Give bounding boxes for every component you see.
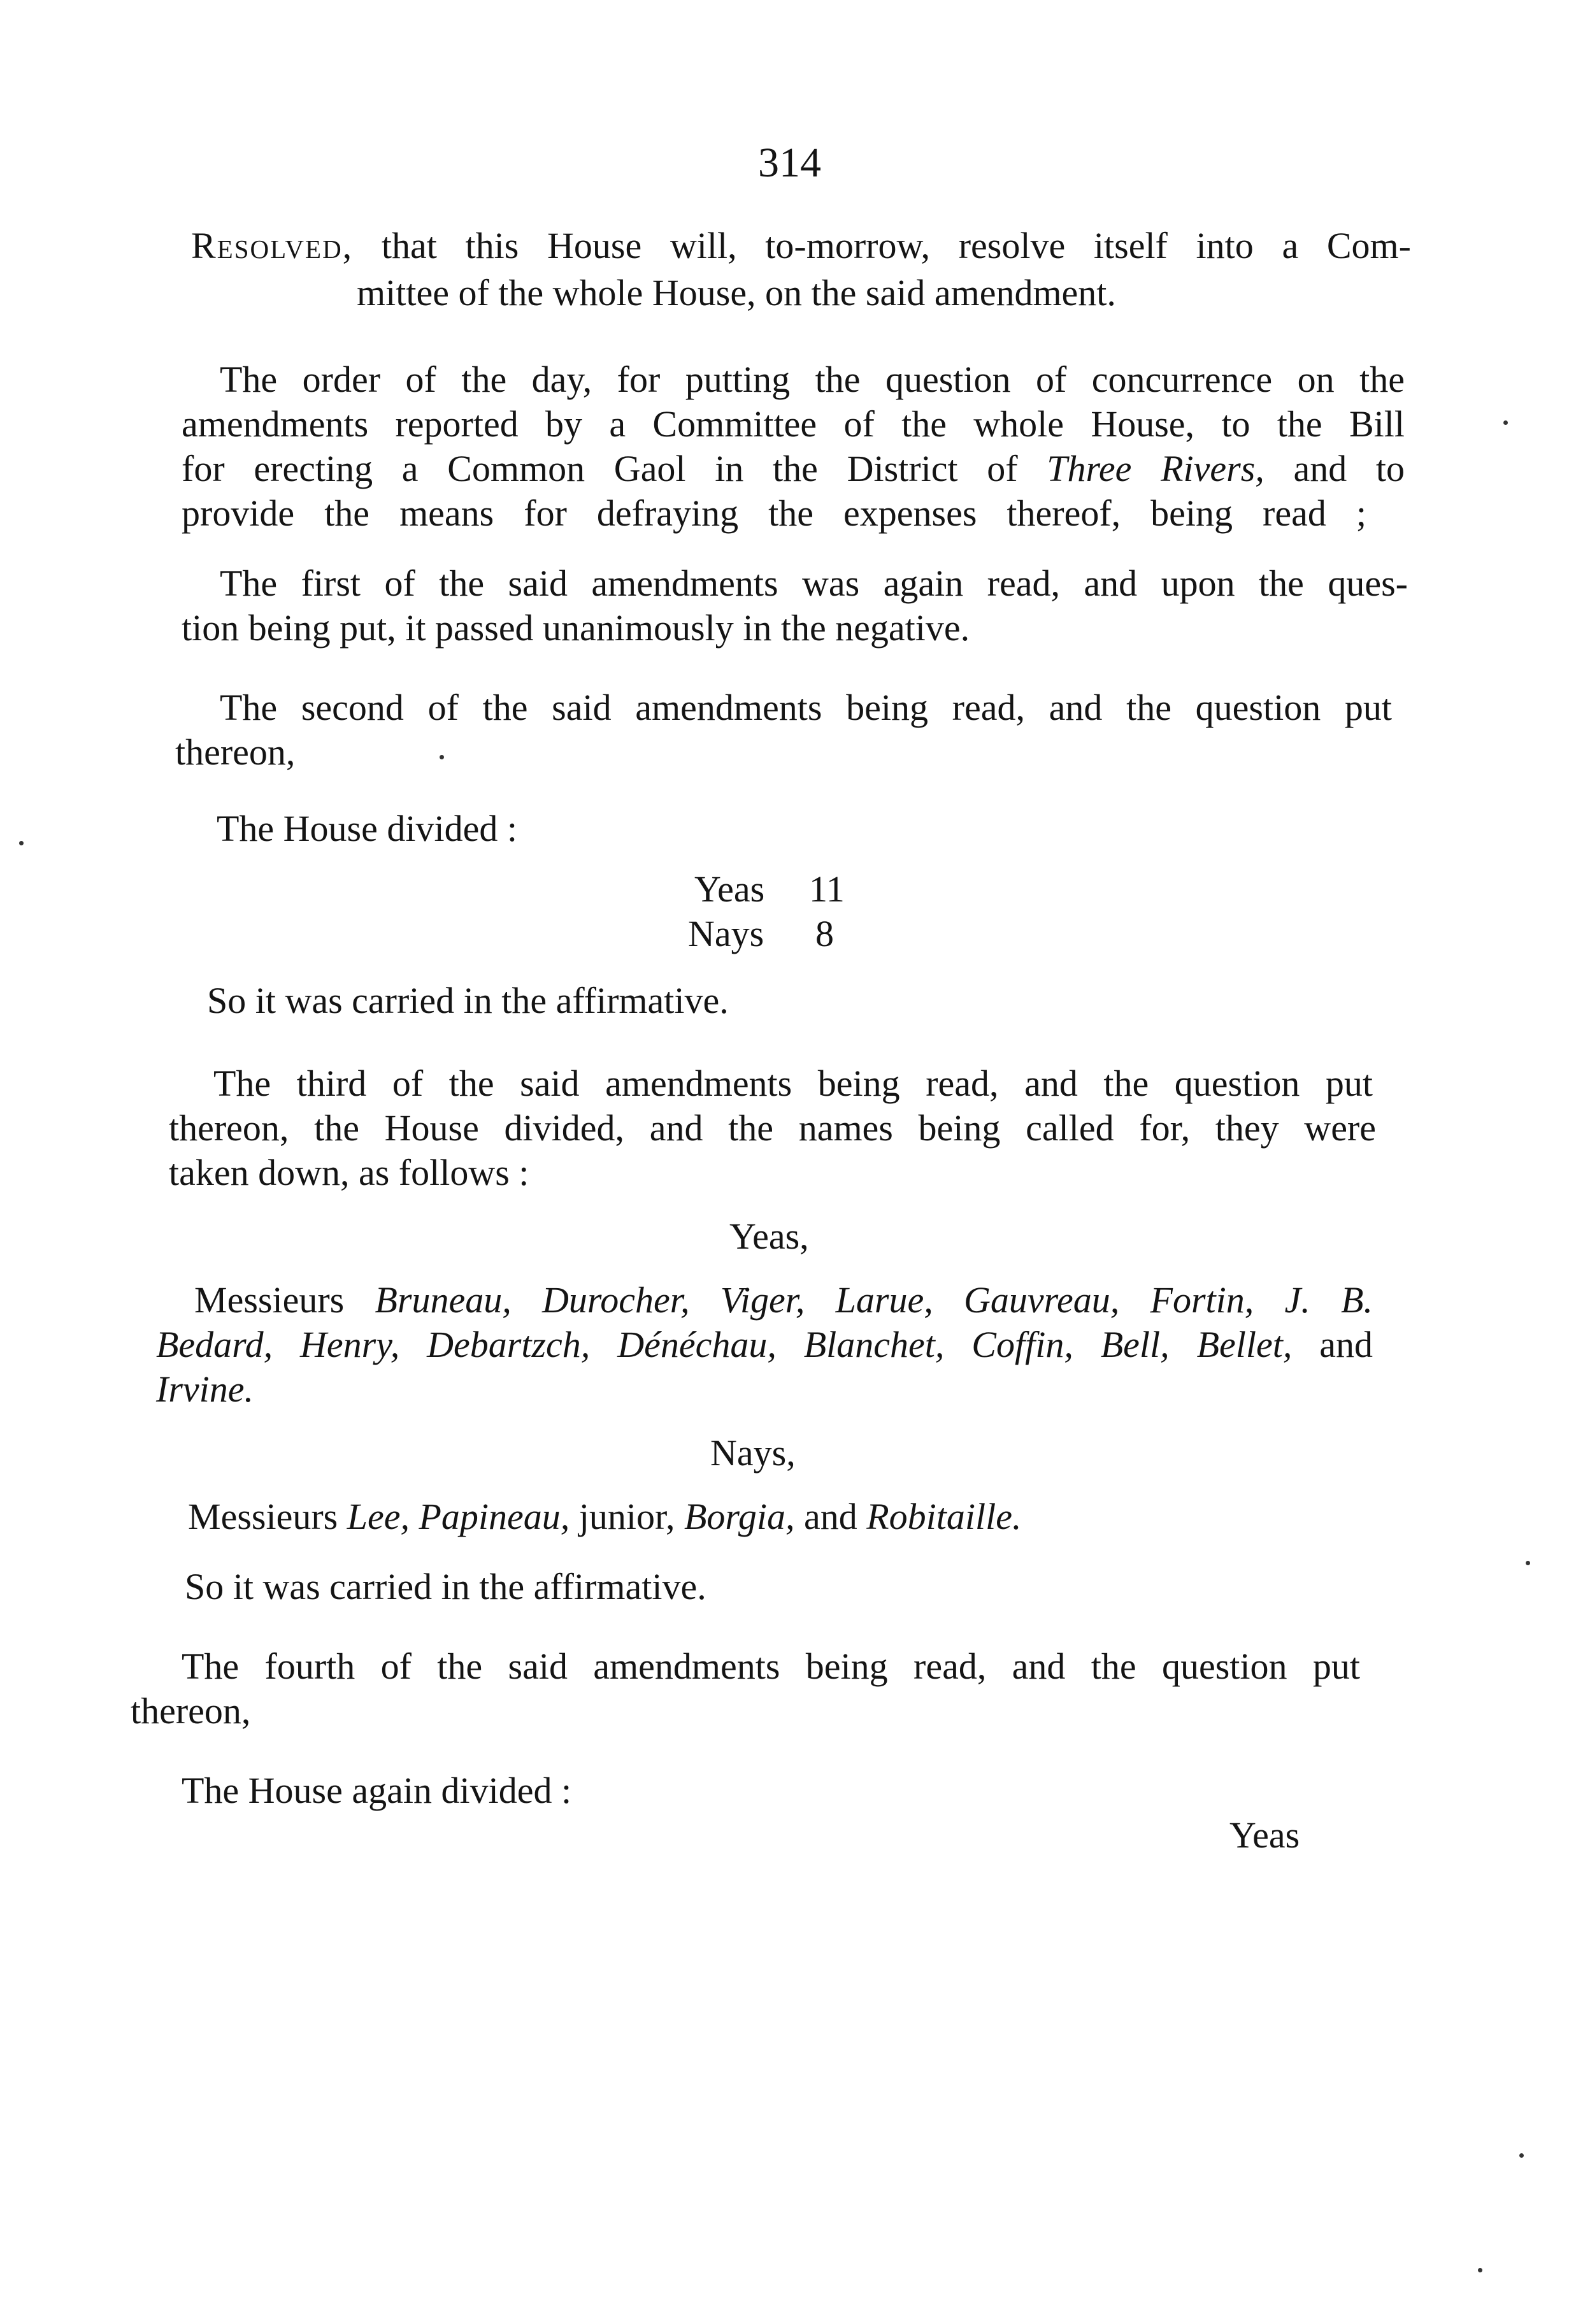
fourth-amendment-line-1: The fourth of the said amendments being read, and the question put: [182, 1646, 1360, 1687]
first-amendment-line-2: tion being put, it passed unanimously in the negative.: [182, 607, 970, 649]
third-amendment-line-2: thereon, the House divided, and the names being called for, they were: [169, 1107, 1376, 1149]
yeas-names-line-2: Bedard, Henry, Debartzch, Dénéchau, Blanchet, Coffin, Bell, Bellet, and: [156, 1324, 1373, 1365]
scan-speck: [1503, 420, 1508, 425]
member-names: Bruneau, Durocher, Viger, Larue, Gauvreau, Fortin, J. B.: [375, 1279, 1373, 1321]
member-names: Bedard, Henry, Debartzch, Dénéchau, Blanchet, Coffin, Bell, Bellet,: [156, 1324, 1293, 1365]
resolved-text: that this House will, to-morrow, resolve itself into a Com-: [353, 225, 1411, 266]
resolved-lead: Resolved,: [191, 225, 354, 266]
second-amendment-line-2: thereon,: [175, 731, 296, 773]
order-line-2: amendments reported by a Committee of the whole House, to the Bill: [182, 403, 1405, 445]
third-amendment-line-3: taken down, as follows :: [169, 1152, 529, 1193]
order-line-3: for erecting a Common Gaol in the District of Three Rivers, and to: [182, 448, 1405, 489]
yeas-heading: Yeas,: [729, 1216, 809, 1257]
first-amendment-line-1: The first of the said amendments was again read, and upon the ques-: [220, 563, 1408, 604]
third-amendment-line-1: The third of the said amendments being read, and the question put: [213, 1063, 1373, 1104]
catchword: Yeas: [1229, 1814, 1300, 1856]
member-names: Irvine.: [156, 1368, 254, 1410]
resolved-line-2: mittee of the whole House, on the said amendment.: [357, 272, 1116, 313]
yeas-names-line-3: [156, 1366, 254, 1412]
second-amendment-line-1: The second of the said amendments being read, and the question put: [220, 687, 1392, 728]
order-line-4: provide the means for defraying the expenses thereof, being read ;: [182, 492, 1366, 534]
third-amendment-result: So it was carried in the affirmative.: [185, 1566, 706, 1607]
scan-speck: [1526, 1561, 1530, 1565]
vote-yeas-label: Yeas: [694, 868, 765, 910]
scan-speck: [1478, 2268, 1482, 2272]
order-line-1: The order of the day, for putting the question of concurrence on the: [220, 359, 1405, 400]
vote-yeas-count: 11: [809, 868, 845, 910]
scan-speck: [1519, 2153, 1524, 2158]
scan-speck: [440, 755, 444, 759]
fourth-amendment-line-2: thereon,: [131, 1690, 251, 1732]
vote-nays-label: Nays: [688, 913, 764, 954]
place-name: Three Rivers,: [1047, 448, 1265, 489]
vote-nays-count: 8: [815, 913, 834, 954]
scan-speck: [19, 841, 24, 845]
second-amendment-result: So it was carried in the affirmative.: [207, 980, 729, 1021]
nays-heading: Nays,: [710, 1432, 796, 1474]
house-divided-1: The House divided :: [217, 808, 517, 849]
yeas-names-line-1: Messieurs Bruneau, Durocher, Viger, Larue, Gauvreau, Fortin, J. B.: [194, 1279, 1373, 1321]
page-number: 314: [758, 140, 821, 186]
resolved-line-1: [191, 223, 1411, 269]
house-divided-2: The House again divided :: [182, 1770, 572, 1811]
nays-names-line: Messieurs Lee, Papineau, junior, Borgia, and Robitaille.: [188, 1496, 1022, 1537]
